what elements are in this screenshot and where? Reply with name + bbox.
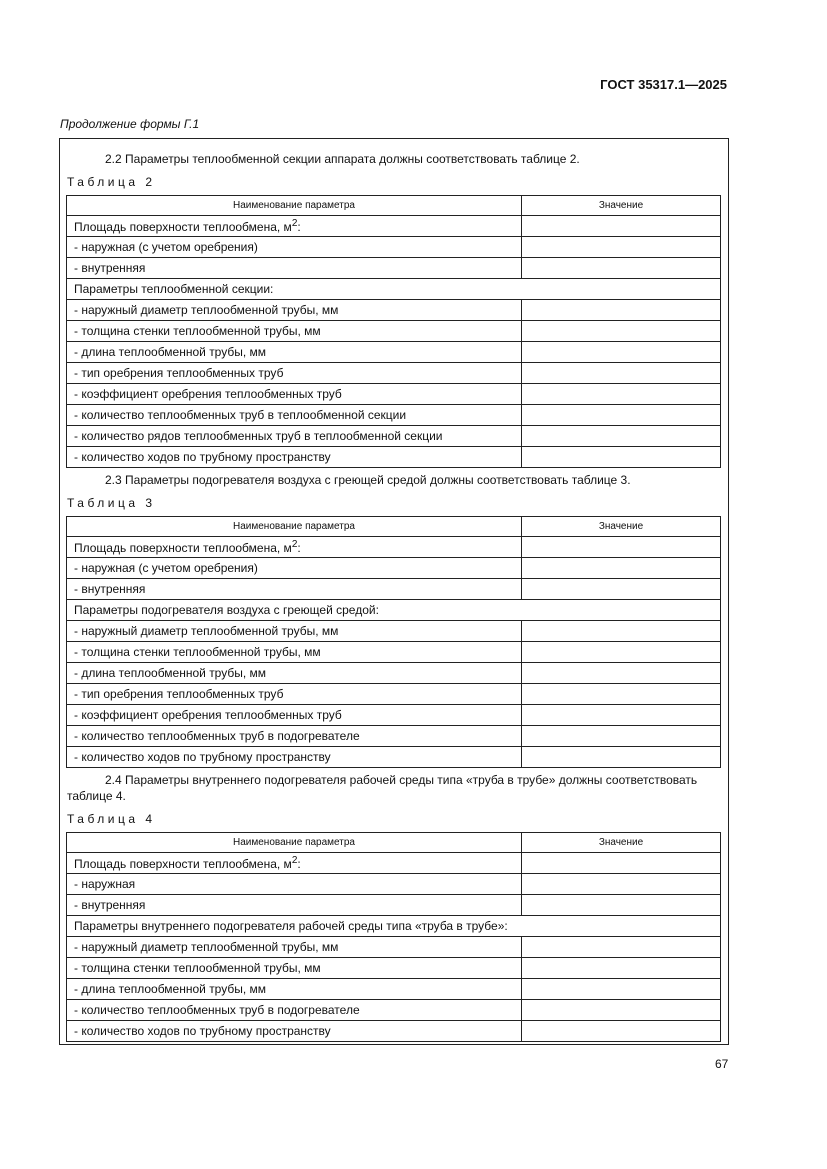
column-header-value: Значение [522,517,721,537]
value-cell[interactable] [522,958,721,979]
value-cell[interactable] [522,1021,721,1042]
form-frame [59,138,729,1045]
value-cell[interactable] [522,216,721,237]
param-name: - количество ходов по трубному пространству [67,1021,522,1042]
area-label: Площадь поверхности теплообмена, $м^2$: [67,216,522,237]
param-name: - коэффициент оребрения теплообменных труб [67,705,522,726]
table-row [67,937,721,958]
page-number: 67 [715,1057,729,1071]
table-row [67,237,721,258]
table-row [67,726,721,747]
table-3-caption: Таблица 3 [67,496,156,510]
column-header-param: Наименование параметра [67,833,522,853]
table-row [67,853,721,874]
value-cell[interactable] [522,895,721,916]
group-label: Параметры подогревателя воздуха с греющей средой: [67,600,721,621]
table-row [67,300,721,321]
param-name: - наружный диаметр теплообменной трубы, мм [67,621,522,642]
table-row [67,342,721,363]
value-cell[interactable] [522,447,721,468]
param-name: - наружная (с учетом оребрения) [67,237,522,258]
table-2-caption: Таблица 2 [67,175,156,189]
value-cell[interactable] [522,937,721,958]
value-cell[interactable] [522,237,721,258]
value-cell[interactable] [522,426,721,447]
section-2-2-text: 2.2 Параметры теплообменной секции аппарата должны соответствовать таблице 2. [105,152,580,166]
value-cell[interactable] [522,384,721,405]
value-cell[interactable] [522,537,721,558]
area-label: Площадь поверхности теплообмена, $м^2$: [67,853,522,874]
table-row [67,642,721,663]
table-row [67,558,721,579]
section-2-4-text: 2.4 Параметры внутреннего подогревателя рабочей среды типа «труба в трубе» должны соответствовать таблице 4. [67,773,698,803]
value-cell[interactable] [522,642,721,663]
table-3 [66,516,721,768]
section-2-3-text: 2.3 Параметры подогревателя воздуха с греющей средой должны соответствовать таблице 3. [105,473,631,487]
table-row [67,1000,721,1021]
param-name: - количество теплообменных труб в подогревателе [67,726,522,747]
table-4-caption: Таблица 4 [67,812,156,826]
value-cell[interactable] [522,853,721,874]
value-cell[interactable] [522,342,721,363]
value-cell[interactable] [522,258,721,279]
table-row [67,258,721,279]
table-row [67,895,721,916]
table-row [67,1021,721,1042]
table-group-row [67,600,721,621]
table-header-row [67,833,721,853]
value-cell[interactable] [522,705,721,726]
param-name: - толщина стенки теплообменной трубы, мм [67,642,522,663]
param-name: - количество ходов по трубному пространству [67,447,522,468]
value-cell[interactable] [522,726,721,747]
table-row [67,747,721,768]
value-cell[interactable] [522,874,721,895]
table-header-row [67,196,721,216]
table-row [67,705,721,726]
param-name: - коэффициент оребрения теплообменных труб [67,384,522,405]
table-group-row [67,916,721,937]
table-row [67,874,721,895]
param-name: - длина теплообменной трубы, мм [67,342,522,363]
param-name: - количество ходов по трубному пространству [67,747,522,768]
value-cell[interactable] [522,1000,721,1021]
param-name: - количество теплообменных труб в теплообменной секции [67,405,522,426]
table-row [67,384,721,405]
param-name: - внутренняя [67,579,522,600]
column-header-value: Значение [522,833,721,853]
value-cell[interactable] [522,747,721,768]
table-2 [66,195,721,468]
value-cell[interactable] [522,321,721,342]
param-name: - наружная [67,874,522,895]
column-header-param: Наименование параметра [67,196,522,216]
table-row [67,426,721,447]
table-header-row [67,517,721,537]
param-name: - наружный диаметр теплообменной трубы, мм [67,937,522,958]
table-4 [66,832,721,1042]
param-name: - длина теплообменной трубы, мм [67,663,522,684]
continuation-label: Продолжение формы Г.1 [60,117,200,131]
table-row [67,447,721,468]
param-name: - количество теплообменных труб в подогревателе [67,1000,522,1021]
table-row [67,621,721,642]
value-cell[interactable] [522,979,721,1000]
area-label: Площадь поверхности теплообмена, $м^2$: [67,537,522,558]
table-row [67,216,721,237]
param-name: - толщина стенки теплообменной трубы, мм [67,958,522,979]
table-row [67,321,721,342]
param-name: - наружная (с учетом оребрения) [67,558,522,579]
value-cell[interactable] [522,663,721,684]
value-cell[interactable] [522,579,721,600]
table-row [67,579,721,600]
param-name: - тип оребрения теплообменных труб [67,363,522,384]
value-cell[interactable] [522,558,721,579]
param-name: - длина теплообменной трубы, мм [67,979,522,1000]
table-row [67,405,721,426]
table-row [67,537,721,558]
column-header-param: Наименование параметра [67,517,522,537]
value-cell[interactable] [522,405,721,426]
value-cell[interactable] [522,300,721,321]
table-row [67,663,721,684]
column-header-value: Значение [522,196,721,216]
value-cell[interactable] [522,684,721,705]
param-name: - внутренняя [67,258,522,279]
table-row [67,684,721,705]
table-row [67,363,721,384]
document-code: ГОСТ 35317.1—2025 [600,77,727,92]
param-name: - внутренняя [67,895,522,916]
table-row [67,958,721,979]
table-group-row [67,279,721,300]
value-cell[interactable] [522,363,721,384]
value-cell[interactable] [522,621,721,642]
group-label: Параметры внутреннего подогревателя рабочей среды типа «труба в трубе»: [67,916,721,937]
param-name: - количество рядов теплообменных труб в теплообменной секции [67,426,522,447]
param-name: - наружный диаметр теплообменной трубы, мм [67,300,522,321]
group-label: Параметры теплообменной секции: [67,279,721,300]
param-name: - толщина стенки теплообменной трубы, мм [67,321,522,342]
param-name: - тип оребрения теплообменных труб [67,684,522,705]
table-row [67,979,721,1000]
